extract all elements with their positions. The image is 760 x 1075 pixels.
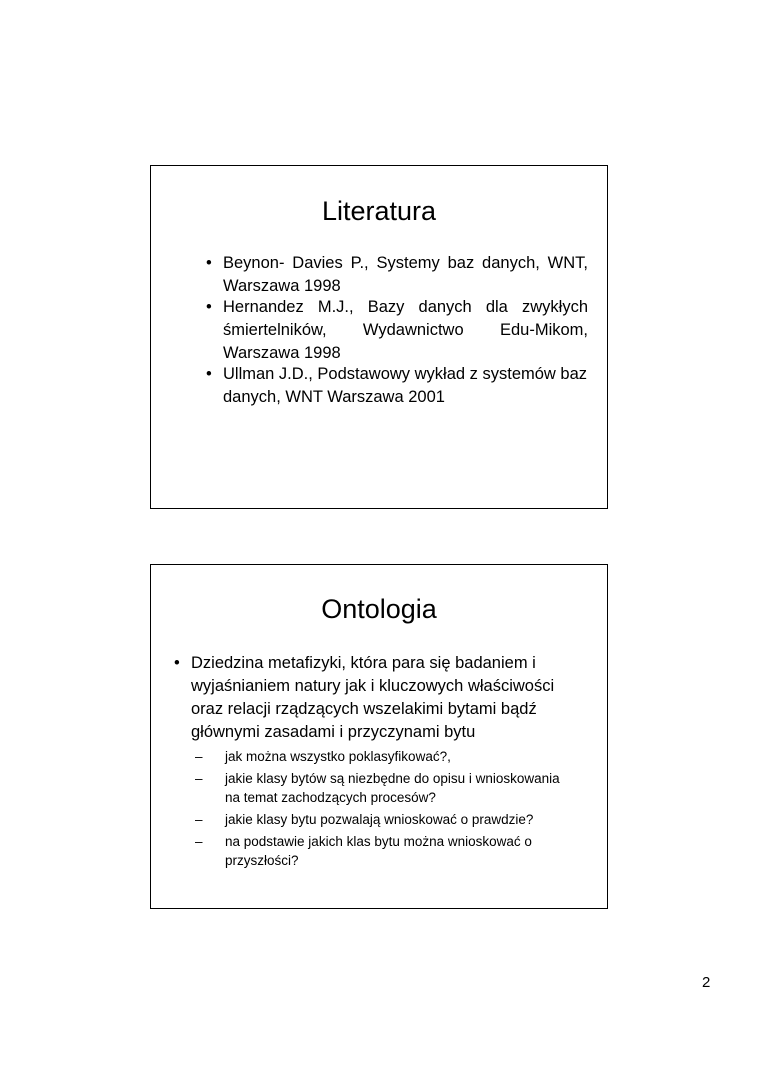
- list-item-text: Beynon- Davies P., Systemy baz danych, WNT, Warszawa 1998: [223, 254, 588, 295]
- sub-bullet-list: [191, 747, 574, 870]
- page-number: 2: [702, 974, 711, 991]
- dash-icon: –: [195, 771, 203, 786]
- bullet-list: [174, 652, 574, 873]
- dash-icon: –: [195, 749, 203, 764]
- list-item-text: Ullman J.D., Podstawowy wykład z systemów baz danych, WNT Warszawa 2001: [223, 365, 588, 406]
- bullet-icon: •: [174, 654, 180, 672]
- slide-literatura: [150, 165, 608, 509]
- list-item: [206, 296, 588, 365]
- dash-icon: –: [195, 812, 203, 827]
- list-item-text: Dziedzina metafizyki, która para się badaniem i wyjaśnianiem natury jak i kluczowych właściwości oraz relacji rządzących wszelakimi bytami bądź głównymi zasadami i przyczynami bytu: [191, 654, 555, 741]
- bullet-icon: •: [206, 298, 212, 316]
- bullet-list: [206, 252, 588, 407]
- sub-list-item-text: jakie klasy bytów są niezbędne do opisu i wnioskowania na temat zachodzących procesów?: [225, 771, 560, 805]
- list-item-text: Hernandez M.J., Bazy danych dla zwykłych śmiertelników, Wydawnictwo Edu-Mikom, Warszawa 1998: [223, 298, 588, 362]
- list-item: [206, 252, 588, 298]
- list-item: [174, 652, 574, 870]
- sub-list-item-text: na podstawie jakich klas bytu można wnioskować o przyszłości?: [225, 834, 532, 868]
- bullet-icon: •: [206, 254, 212, 272]
- sub-list-item-text: jakie klasy bytu pozwalają wnioskować o prawdzie?: [225, 812, 534, 827]
- slide-title: Literatura: [321, 196, 437, 226]
- sub-list-item: [191, 769, 574, 807]
- sub-list-item: [191, 747, 574, 766]
- sub-list-item: [191, 832, 574, 870]
- list-item: [206, 363, 588, 409]
- dash-icon: –: [195, 834, 203, 849]
- bullet-icon: •: [206, 365, 212, 383]
- slide-title: Ontologia: [321, 594, 437, 624]
- sub-list-item: [191, 810, 574, 829]
- slide-ontologia: [150, 564, 608, 909]
- sub-list-item-text: jak można wszystko poklasyfikować?,: [225, 749, 451, 764]
